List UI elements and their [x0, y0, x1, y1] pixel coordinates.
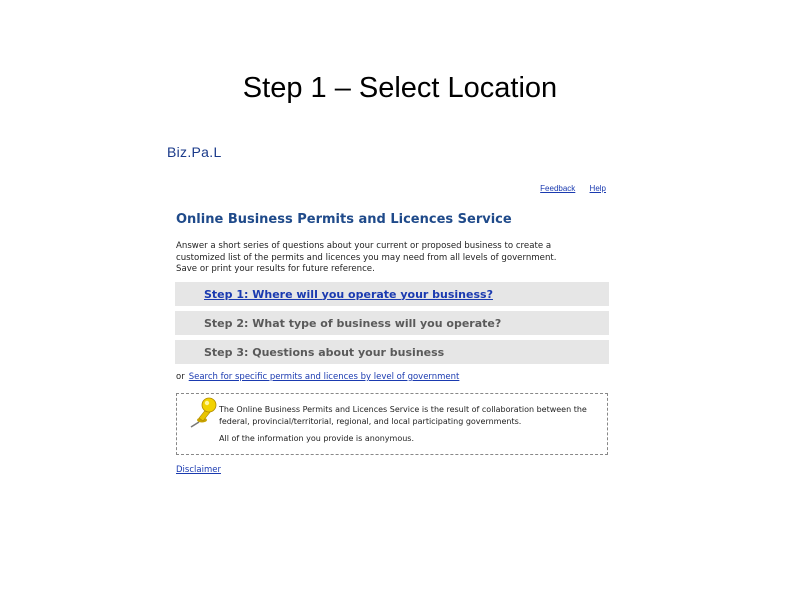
top-links [528, 184, 606, 193]
pushpin-icon [189, 396, 219, 428]
intro-line: Answer a short series of questions about your current or proposed business to create a [176, 241, 552, 251]
or-label: or [176, 372, 185, 382]
note-line: The Online Business Permits and Licences Service is the result of collaboration between the [219, 405, 587, 414]
help-link[interactable]: Help [589, 184, 606, 193]
intro-text [176, 241, 608, 276]
disclaimer-link[interactable]: Disclaimer [176, 465, 221, 475]
service-title: Online Business Permits and Licences Service [176, 212, 512, 227]
note-line: All of the information you provide is anonymous. [219, 434, 415, 443]
slide-title: Step 1 – Select Location [242, 72, 558, 104]
note-text [219, 404, 604, 445]
brand-logo: Biz.Pa.L [167, 144, 222, 160]
search-alternative [176, 372, 459, 382]
feedback-link[interactable]: Feedback [540, 184, 576, 193]
info-note-box [176, 393, 608, 455]
bizpal-page [172, 180, 612, 485]
steps-list [175, 282, 609, 369]
intro-line: customized list of the permits and licences you may need from all levels of government. [176, 252, 557, 263]
note-line: federal, provincial/territorial, regional, and local participating governments. [219, 417, 522, 426]
step-3-button: Step 3: Questions about your business [175, 340, 609, 364]
intro-line: Save or print your results for future reference. [176, 264, 375, 274]
step-2-button: Step 2: What type of business will you operate? [175, 311, 609, 335]
search-by-government-link[interactable]: Search for specific permits and licences by level of government [188, 372, 460, 382]
step-1-button[interactable]: Step 1: Where will you operate your business? [175, 282, 609, 306]
